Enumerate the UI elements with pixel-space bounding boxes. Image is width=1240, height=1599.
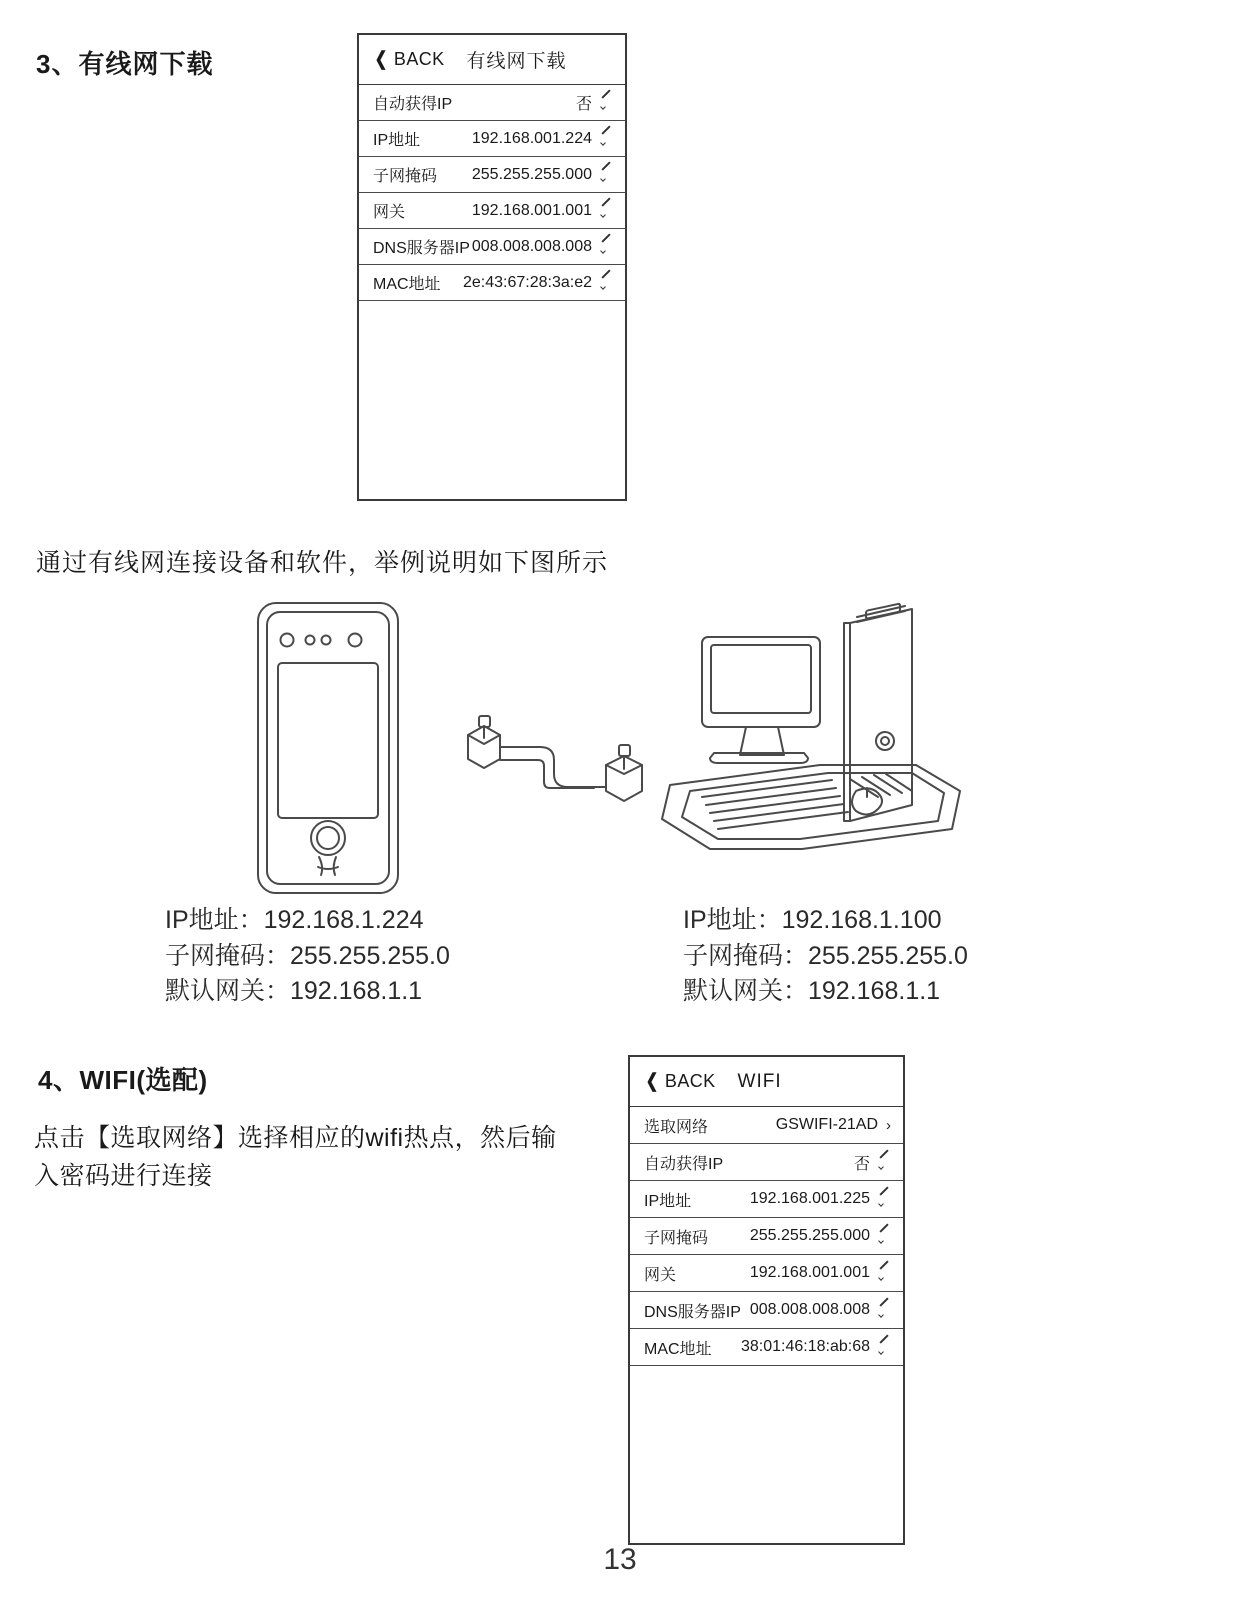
setting-row-select-network[interactable]	[630, 1107, 903, 1144]
back-button-wired[interactable]	[373, 49, 445, 70]
row-label: MAC地址	[373, 276, 441, 293]
setting-row-mac-address[interactable]	[630, 1329, 903, 1366]
row-label: MAC地址	[644, 1340, 712, 1358]
back-button-label: BACK	[393, 49, 445, 69]
row-value-group	[750, 1227, 891, 1245]
pencil-icon[interactable]	[600, 96, 613, 109]
back-button-label: BACK	[664, 1071, 716, 1091]
wired-screen-title: 有线网下载	[466, 51, 567, 72]
row-value: 192.168.001.001	[471, 201, 592, 219]
pencil-icon[interactable]	[878, 1267, 891, 1280]
caption-line: IP地址：192.168.1.100	[683, 906, 942, 934]
page-number: 13	[603, 1543, 637, 1576]
row-label: IP地址	[644, 1192, 692, 1210]
wifi-screen-titlebar	[630, 1057, 903, 1107]
row-value: 008.008.008.008	[471, 237, 592, 255]
back-button-wifi[interactable]	[644, 1071, 716, 1092]
setting-row-subnet-mask[interactable]	[630, 1218, 903, 1255]
wifi-instruction-paragraph: 点击【选取网络】选择相应的wifi热点，然后输入密码进行连接	[34, 1124, 557, 1190]
pencil-icon[interactable]	[878, 1193, 891, 1206]
row-label: DNS服务器IP	[644, 1303, 741, 1321]
row-value-group	[472, 238, 613, 256]
pencil-icon[interactable]	[878, 1230, 891, 1243]
pencil-icon[interactable]	[600, 132, 613, 145]
caption-line: IP地址：192.168.1.224	[165, 906, 424, 934]
row-label: 自动获得IP	[373, 96, 453, 113]
pencil-icon[interactable]	[600, 276, 613, 289]
row-label: IP地址	[373, 132, 421, 149]
row-value: 38:01:46:18:ab:68	[740, 1338, 870, 1355]
row-value: 192.168.001.224	[471, 129, 592, 147]
pencil-icon[interactable]	[600, 204, 613, 217]
setting-row-dns-server-ip[interactable]	[630, 1292, 903, 1329]
row-value: GSWIFI-21AD	[775, 1116, 878, 1133]
setting-row-ip-address[interactable]	[630, 1181, 903, 1218]
row-label: 选取网络	[644, 1118, 709, 1136]
row-value-group	[463, 274, 613, 292]
device-ip-caption	[165, 903, 450, 1010]
row-label: DNS服务器IP	[373, 240, 470, 257]
wired-screen-titlebar	[359, 35, 625, 85]
row-value: 否	[853, 1155, 870, 1173]
row-value-group	[576, 91, 613, 114]
caption-line: 子网掩码：255.255.255.0	[683, 941, 968, 970]
setting-row-auto-ip[interactable]	[630, 1144, 903, 1181]
pencil-icon[interactable]	[878, 1304, 891, 1317]
ethernet-cable-icon	[468, 716, 642, 801]
setting-row-subnet-mask[interactable]	[359, 157, 625, 193]
row-value-group	[776, 1116, 891, 1134]
chevron-left-icon: ❮	[374, 49, 388, 70]
pencil-icon[interactable]	[600, 168, 613, 181]
row-value: 否	[575, 96, 592, 113]
row-value-group	[472, 130, 613, 148]
row-label: 网关	[373, 204, 406, 221]
wifi-screen	[628, 1055, 905, 1545]
row-value-group	[854, 1151, 891, 1174]
keyboard-icon	[662, 765, 960, 849]
wired-connection-illustration	[150, 595, 1110, 905]
row-value-group	[472, 202, 613, 220]
row-value: 255.255.255.000	[749, 1227, 870, 1244]
monitor-icon	[702, 637, 820, 763]
row-value: 2e:43:67:28:3a:e2	[462, 273, 592, 291]
row-value: 192.168.001.225	[749, 1190, 870, 1207]
row-label: 自动获得IP	[644, 1155, 724, 1173]
pc-ip-caption	[683, 903, 968, 1010]
wired-settings-list	[359, 85, 625, 301]
section-heading-wired: 3、有线网下载	[36, 49, 214, 79]
wired-network-screen	[357, 33, 627, 501]
wifi-settings-list	[630, 1107, 903, 1366]
row-value: 008.008.008.008	[749, 1301, 870, 1318]
terminal-device-icon	[258, 603, 398, 893]
wifi-screen-title: WIFI	[737, 1070, 782, 1092]
row-value-group	[472, 166, 613, 184]
section-heading-wifi: 4、WIFI(选配)	[38, 1065, 208, 1095]
setting-row-auto-ip[interactable]	[359, 85, 625, 121]
pencil-icon[interactable]	[878, 1341, 891, 1354]
caption-line: 默认网关：192.168.1.1	[165, 977, 423, 1005]
row-value: 255.255.255.000	[471, 165, 592, 183]
setting-row-dns-server-ip[interactable]	[359, 229, 625, 265]
row-value-group	[750, 1264, 891, 1282]
caption-line: 子网掩码：255.255.255.0	[165, 941, 450, 970]
row-value-group	[741, 1338, 891, 1356]
chevron-right-icon[interactable]: ›	[886, 1116, 891, 1134]
chevron-left-icon: ❮	[645, 1071, 659, 1092]
setting-row-gateway[interactable]	[359, 193, 625, 229]
pencil-icon[interactable]	[600, 240, 613, 253]
setting-row-gateway[interactable]	[630, 1255, 903, 1292]
row-label: 子网掩码	[644, 1229, 709, 1247]
pencil-icon[interactable]	[878, 1156, 891, 1169]
row-value-group	[750, 1190, 891, 1208]
row-value: 192.168.001.001	[749, 1264, 870, 1281]
row-value-group	[750, 1301, 891, 1319]
row-label: 网关	[644, 1266, 677, 1284]
setting-row-mac-address[interactable]	[359, 265, 625, 301]
caption-line: 默认网关：192.168.1.1	[683, 977, 941, 1005]
wired-instruction-paragraph: 通过有线网连接设备和软件，举例说明如下图所示	[36, 549, 609, 577]
setting-row-ip-address[interactable]	[359, 121, 625, 157]
row-label: 子网掩码	[373, 168, 438, 185]
